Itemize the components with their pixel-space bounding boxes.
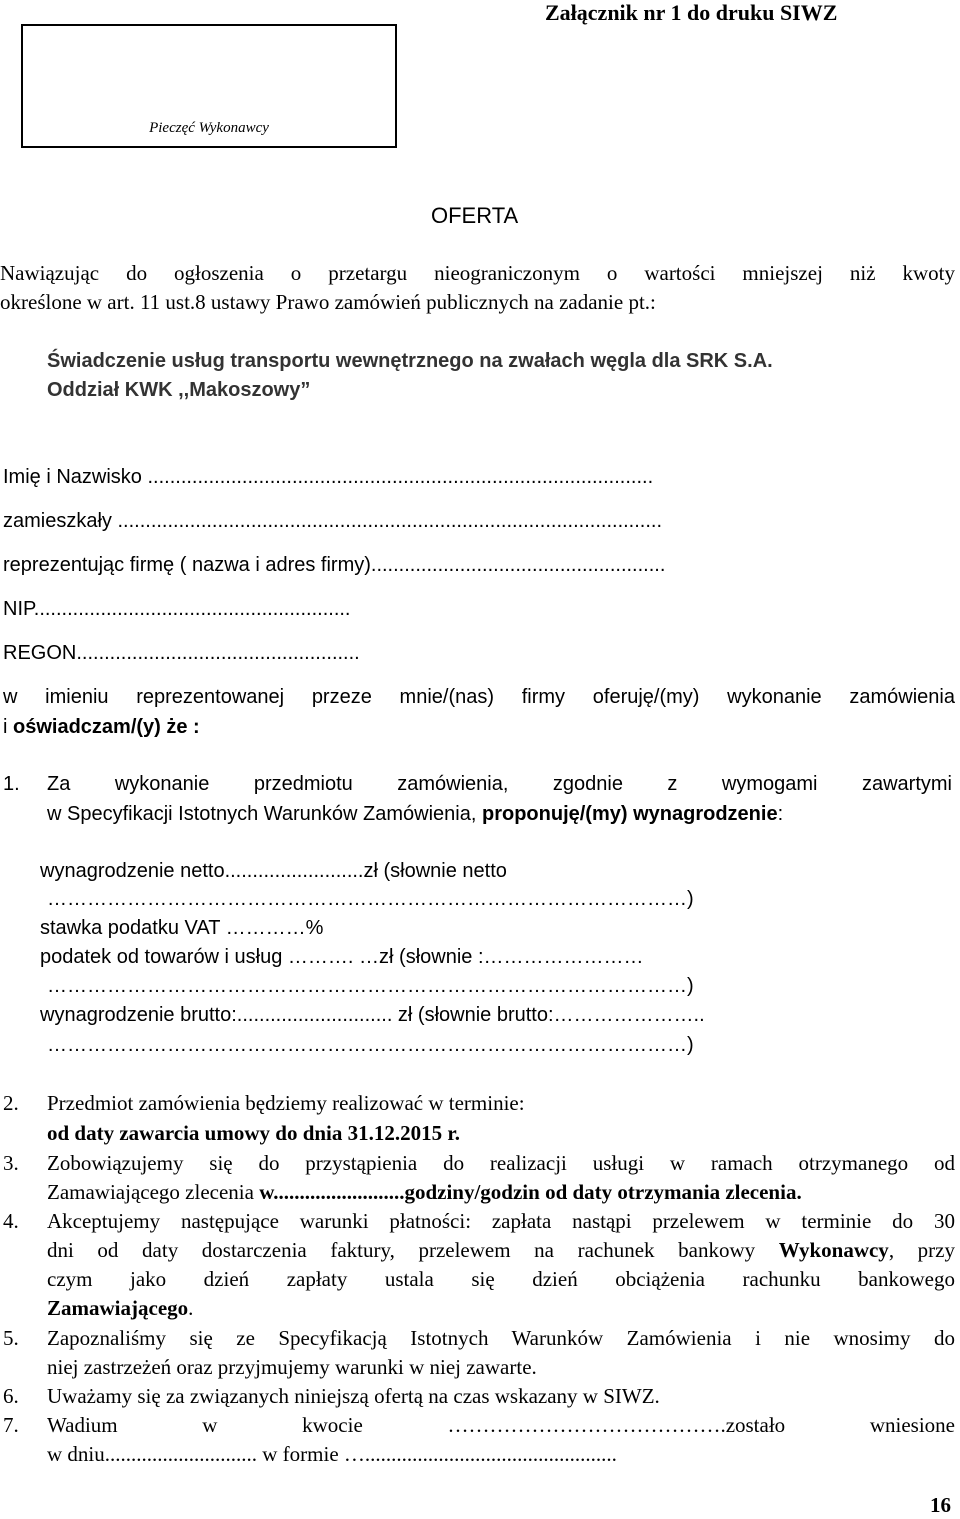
field-address: zamieszkały .................................................................................................. bbox=[3, 510, 663, 532]
point-6-line-1: Uważamy się za związanych niniejszą ofertą na czas wskazany w SIWZ. bbox=[47, 1384, 660, 1408]
point-7-line-1: Wadium w kwocie ………………………………….zostało wniesione bbox=[47, 1413, 955, 1437]
point-4-line-4: Zamawiającego. bbox=[47, 1296, 194, 1320]
remuneration-netto: wynagrodzenie netto.........................zł (słownie netto bbox=[40, 860, 507, 882]
declaration-line-2: i oświadczam/(y) że : bbox=[3, 716, 200, 738]
task-title-line-1: Świadczenie usług transportu wewnętrznego na zwałach węgla dla SRK S.A. bbox=[47, 350, 773, 372]
point-1-line-1: Za wykonanie przedmiotu zamówienia, zgodnie z wymogami zawartymi bbox=[47, 773, 952, 795]
point-7-number: 7. bbox=[3, 1413, 19, 1437]
remuneration-netto-words: ……………………………………………………………………………………) bbox=[47, 888, 694, 910]
intro-line-1: Nawiązując do ogłoszenia o przetargu nieograniczonym o wartości mniejszej niż kwoty bbox=[0, 261, 955, 285]
field-nip: NIP......................................................... bbox=[3, 598, 351, 620]
point-3-number: 3. bbox=[3, 1151, 19, 1175]
point-5-line-1: Zapoznaliśmy się ze Specyfikacją Istotnych Warunków Zamówienia i nie wnosimy do bbox=[47, 1326, 955, 1350]
point-2-number: 2. bbox=[3, 1091, 19, 1115]
remuneration-vat-amount: podatek od towarów i usług ………. …zł (słownie :…………………… bbox=[40, 946, 644, 968]
point-6-number: 6. bbox=[3, 1384, 19, 1408]
page-number: 16 bbox=[930, 1493, 951, 1517]
remuneration-brutto-words: ……………………………………………………………………………………) bbox=[47, 1034, 694, 1056]
remuneration-brutto: wynagrodzenie brutto:............................ zł (słownie brutto:………………….. bbox=[40, 1004, 705, 1026]
remuneration-vat-rate: stawka podatku VAT …………% bbox=[40, 917, 324, 939]
declaration-line-1: w imieniu reprezentowanej przeze mnie/(nas) firmy oferuję/(my) wykonanie zamówienia bbox=[3, 686, 955, 708]
point-4-line-3: czym jako dzień zapłaty ustala się dzień obciążenia rachunku bankowego bbox=[47, 1267, 955, 1291]
point-5-line-2: niej zastrzeżeń oraz przyjmujemy warunki w niej zawarte. bbox=[47, 1355, 537, 1379]
field-name: Imię i Nazwisko ........................................................................................... bbox=[3, 466, 654, 488]
point-3-line-2: Zamawiającego zlecenia w.........................godziny/godzin od daty otrzymania zlecenia. bbox=[47, 1180, 802, 1204]
point-1-number: 1. bbox=[3, 773, 20, 795]
remuneration-vat-words: ……………………………………………………………………………………) bbox=[47, 975, 694, 997]
point-4-line-2: dni od daty dostarczenia faktury, przelewem na rachunek bankowy Wykonawcy, przy bbox=[47, 1238, 955, 1262]
stamp-label: Pieczęć Wykonawcy bbox=[149, 120, 269, 136]
field-regon: REGON................................................... bbox=[3, 642, 360, 664]
point-4-number: 4. bbox=[3, 1209, 19, 1233]
attachment-heading: Załącznik nr 1 do druku SIWZ bbox=[545, 0, 838, 25]
point-3-line-1: Zobowiązujemy się do przystąpienia do realizacji usługi w ramach otrzymanego od bbox=[47, 1151, 955, 1175]
point-7-line-2: w dniu............................. w formie …................................................ bbox=[47, 1442, 617, 1466]
task-title-line-2: Oddział KWK ,,Makoszowy” bbox=[47, 379, 311, 401]
field-company: reprezentując firmę ( nazwa i adres firmy)..................................................... bbox=[3, 554, 666, 576]
point-1-line-2: w Specyfikacji Istotnych Warunków Zamówienia, proponuję/(my) wynagrodzenie: bbox=[47, 803, 784, 825]
point-2-deadline: od daty zawarcia umowy do dnia 31.12.2015 r. bbox=[47, 1121, 461, 1145]
document-title: OFERTA bbox=[431, 203, 519, 228]
intro-line-2: określone w art. 11 ust.8 ustawy Prawo zamówień publicznych na zadanie pt.: bbox=[0, 290, 656, 314]
point-2-line-1: Przedmiot zamówienia będziemy realizować w terminie: bbox=[47, 1091, 525, 1115]
contractor-stamp-box bbox=[21, 24, 397, 148]
point-4-line-1: Akceptujemy następujące warunki płatności: zapłata nastąpi przelewem w terminie do 30 bbox=[47, 1209, 955, 1233]
point-5-number: 5. bbox=[3, 1326, 19, 1350]
